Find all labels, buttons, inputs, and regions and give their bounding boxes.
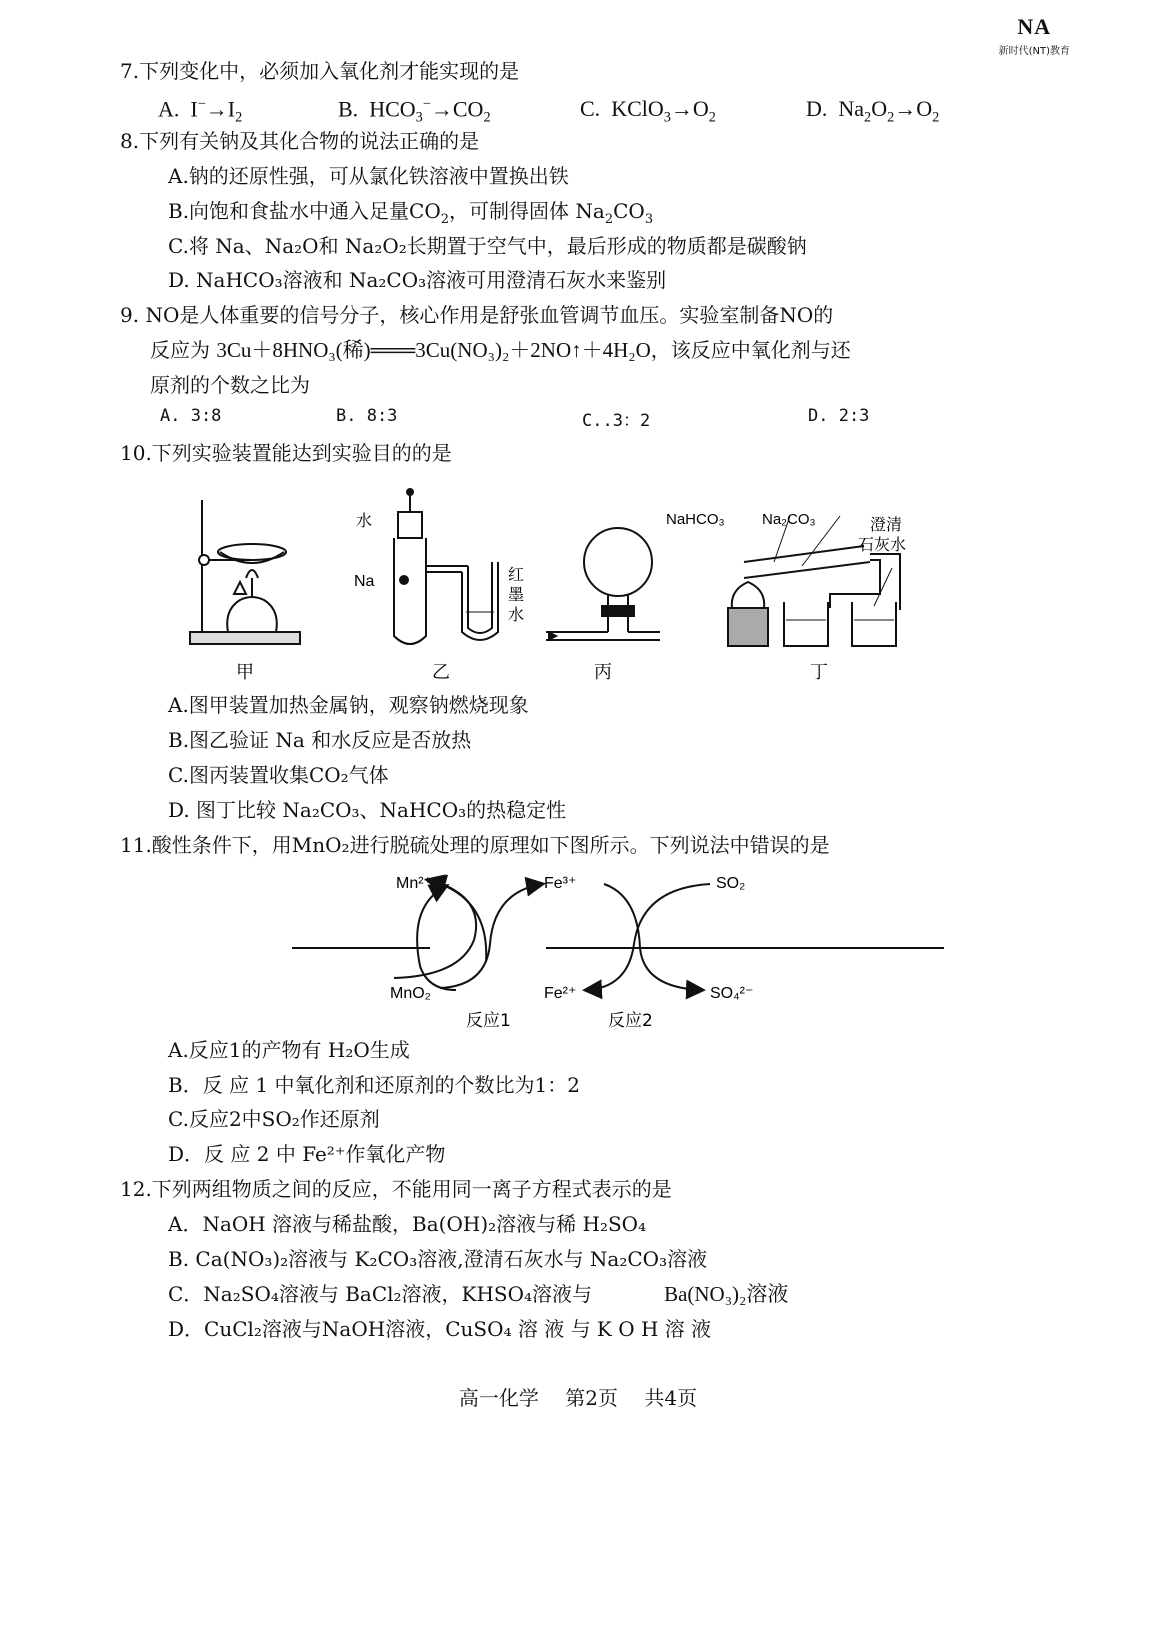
- q11-option-a: A.反应1的产物有 H₂O生成: [168, 1038, 410, 1062]
- q10-stem: 10.下列实验装置能达到实验目的的是: [120, 441, 452, 465]
- q12-option-c: C．Na₂SO₄溶液与 BaCl₂溶液，KHSO₄溶液与 Ba(NO₃)₂溶液: [168, 1282, 789, 1306]
- q10-option-c: C.图丙装置收集CO₂气体: [168, 763, 389, 787]
- q9-stem-line3: 原剂的个数之比为: [150, 373, 310, 397]
- label-so4: SO₄²⁻: [710, 985, 754, 1002]
- logo-text: NA: [1017, 14, 1052, 39]
- q12-option-a: A．NaOH 溶液与稀盐酸，Ba(OH)₂溶液与稀 H₂SO₄: [168, 1212, 647, 1236]
- q11-option-b: B．反 应 1 中氧化剂和还原剂的个数比为1：2: [168, 1073, 580, 1097]
- label-red-ink-3: 水: [508, 605, 525, 624]
- q8-option-d: D. NaHCO₃溶液和 Na₂CO₃溶液可用澄清石灰水来鉴别: [168, 268, 667, 292]
- q12-stem: 12.下列两组物质之间的反应，不能用同一离子方程式表示的是: [120, 1177, 672, 1201]
- label-fe3: Fe³⁺: [544, 875, 577, 892]
- q7-option-c: C. $KClO_3\to O_2$: [580, 96, 716, 126]
- footer-page: 第2页: [565, 1386, 618, 1410]
- logo: [999, 14, 1070, 57]
- page-footer: [0, 1382, 1156, 1411]
- q10-option-d: D. 图丁比较 Na₂CO₃、NaHCO₃的热稳定性: [168, 798, 567, 822]
- logo-subtitle: 新时代(NT)教育: [998, 46, 1070, 57]
- q11-reaction-cycle-figure: [290, 866, 950, 1032]
- label-red-ink-2: 墨: [508, 585, 525, 604]
- q11-option-d: D．反 应 2 中 Fe²⁺作氧化产物: [168, 1142, 446, 1166]
- label-yi: 乙: [432, 662, 450, 683]
- q11-stem: 11.酸性条件下，用MnO₂进行脱硫处理的原理如下图所示。下列说法中错误的是: [120, 833, 830, 857]
- q10-option-a: A.图甲装置加热金属钠，观察钠燃烧现象: [168, 693, 529, 717]
- q11-option-c: C.反应2中SO₂作还原剂: [168, 1107, 380, 1131]
- q12-option-d: D．CuCl₂溶液与NaOH溶液，CuSO₄ 溶 液 与 K O H 溶 液: [168, 1317, 712, 1341]
- q9-stem-line1: 9. NO是人体重要的信号分子，核心作用是舒张血管调节血压。实验室制备NO的: [120, 303, 834, 327]
- q9-stem-line2: 反应为 3Cu＋8HNO₃(稀)═══3Cu(NO₃)₂＋2NO↑＋4H₂O，该反应中氧化剂与还: [150, 338, 851, 362]
- label-red-ink-1: 红: [508, 565, 525, 584]
- q8-option-c: C.将 Na、Na₂O和 Na₂O₂长期置于空气中，最后形成的物质都是碳酸钠: [168, 234, 807, 258]
- q8-stem: 8.下列有关钠及其化合物的说法正确的是: [120, 129, 480, 153]
- footer-subject: 高一化学: [458, 1386, 539, 1410]
- q9-equation: 3Cu＋8HNO₃(稀)═══3Cu(NO₃)₂＋2NO↑＋4H₂O: [216, 338, 651, 362]
- label-water: 水: [356, 511, 373, 530]
- q7-option-d: D. $Na_2O_2\to O_2$: [806, 96, 940, 126]
- label-na2co3: Na₂CO₃: [762, 511, 816, 528]
- label-na: Na: [354, 573, 375, 590]
- q8-option-a: A.钠的还原性强，可从氯化铁溶液中置换出铁: [168, 164, 569, 188]
- q8-option-b: B.向饱和食盐水中通入足量$CO_2$，可制得固体 $Na_2CO_3$: [168, 199, 654, 227]
- label-mn2: Mn²⁺: [396, 875, 432, 892]
- q10-apparatus-figure: [180, 482, 940, 694]
- label-reaction-1: 反应1: [466, 1011, 511, 1031]
- label-so2: SO₂: [716, 875, 746, 892]
- label-ding: 丁: [810, 662, 828, 683]
- label-limewater-1: 澄清: [870, 515, 903, 534]
- q10-option-b: B.图乙验证 Na 和水反应是否放热: [168, 728, 472, 752]
- label-nahco3: NaHCO₃: [666, 511, 725, 528]
- label-jia: 甲: [236, 662, 254, 683]
- q7-option-a: A. $I^-\to I_2$: [158, 96, 243, 126]
- label-fe2: Fe²⁺: [544, 985, 577, 1002]
- q9-option-b: B. 8:3: [336, 406, 398, 426]
- q12-option-b: B. Ca(NO₃)₂溶液与 K₂CO₃溶液,澄清石灰水与 Na₂CO₃溶液: [168, 1247, 708, 1271]
- q9-option-d: D. 2:3: [808, 406, 870, 426]
- q7-option-b: B. $HCO_3^-\to CO_2$: [338, 96, 491, 126]
- q7-stem: 7.下列变化中，必须加入氧化剂才能实现的是: [120, 59, 520, 83]
- q9-option-a: A. 3:8: [160, 406, 222, 426]
- q9-option-c: C..3：2: [582, 411, 651, 431]
- label-bing: 丙: [594, 662, 612, 683]
- label-mno2: MnO₂: [390, 985, 431, 1002]
- label-reaction-2: 反应2: [608, 1011, 653, 1031]
- label-limewater-2: 石灰水: [858, 535, 907, 554]
- footer-total: 共4页: [644, 1386, 698, 1410]
